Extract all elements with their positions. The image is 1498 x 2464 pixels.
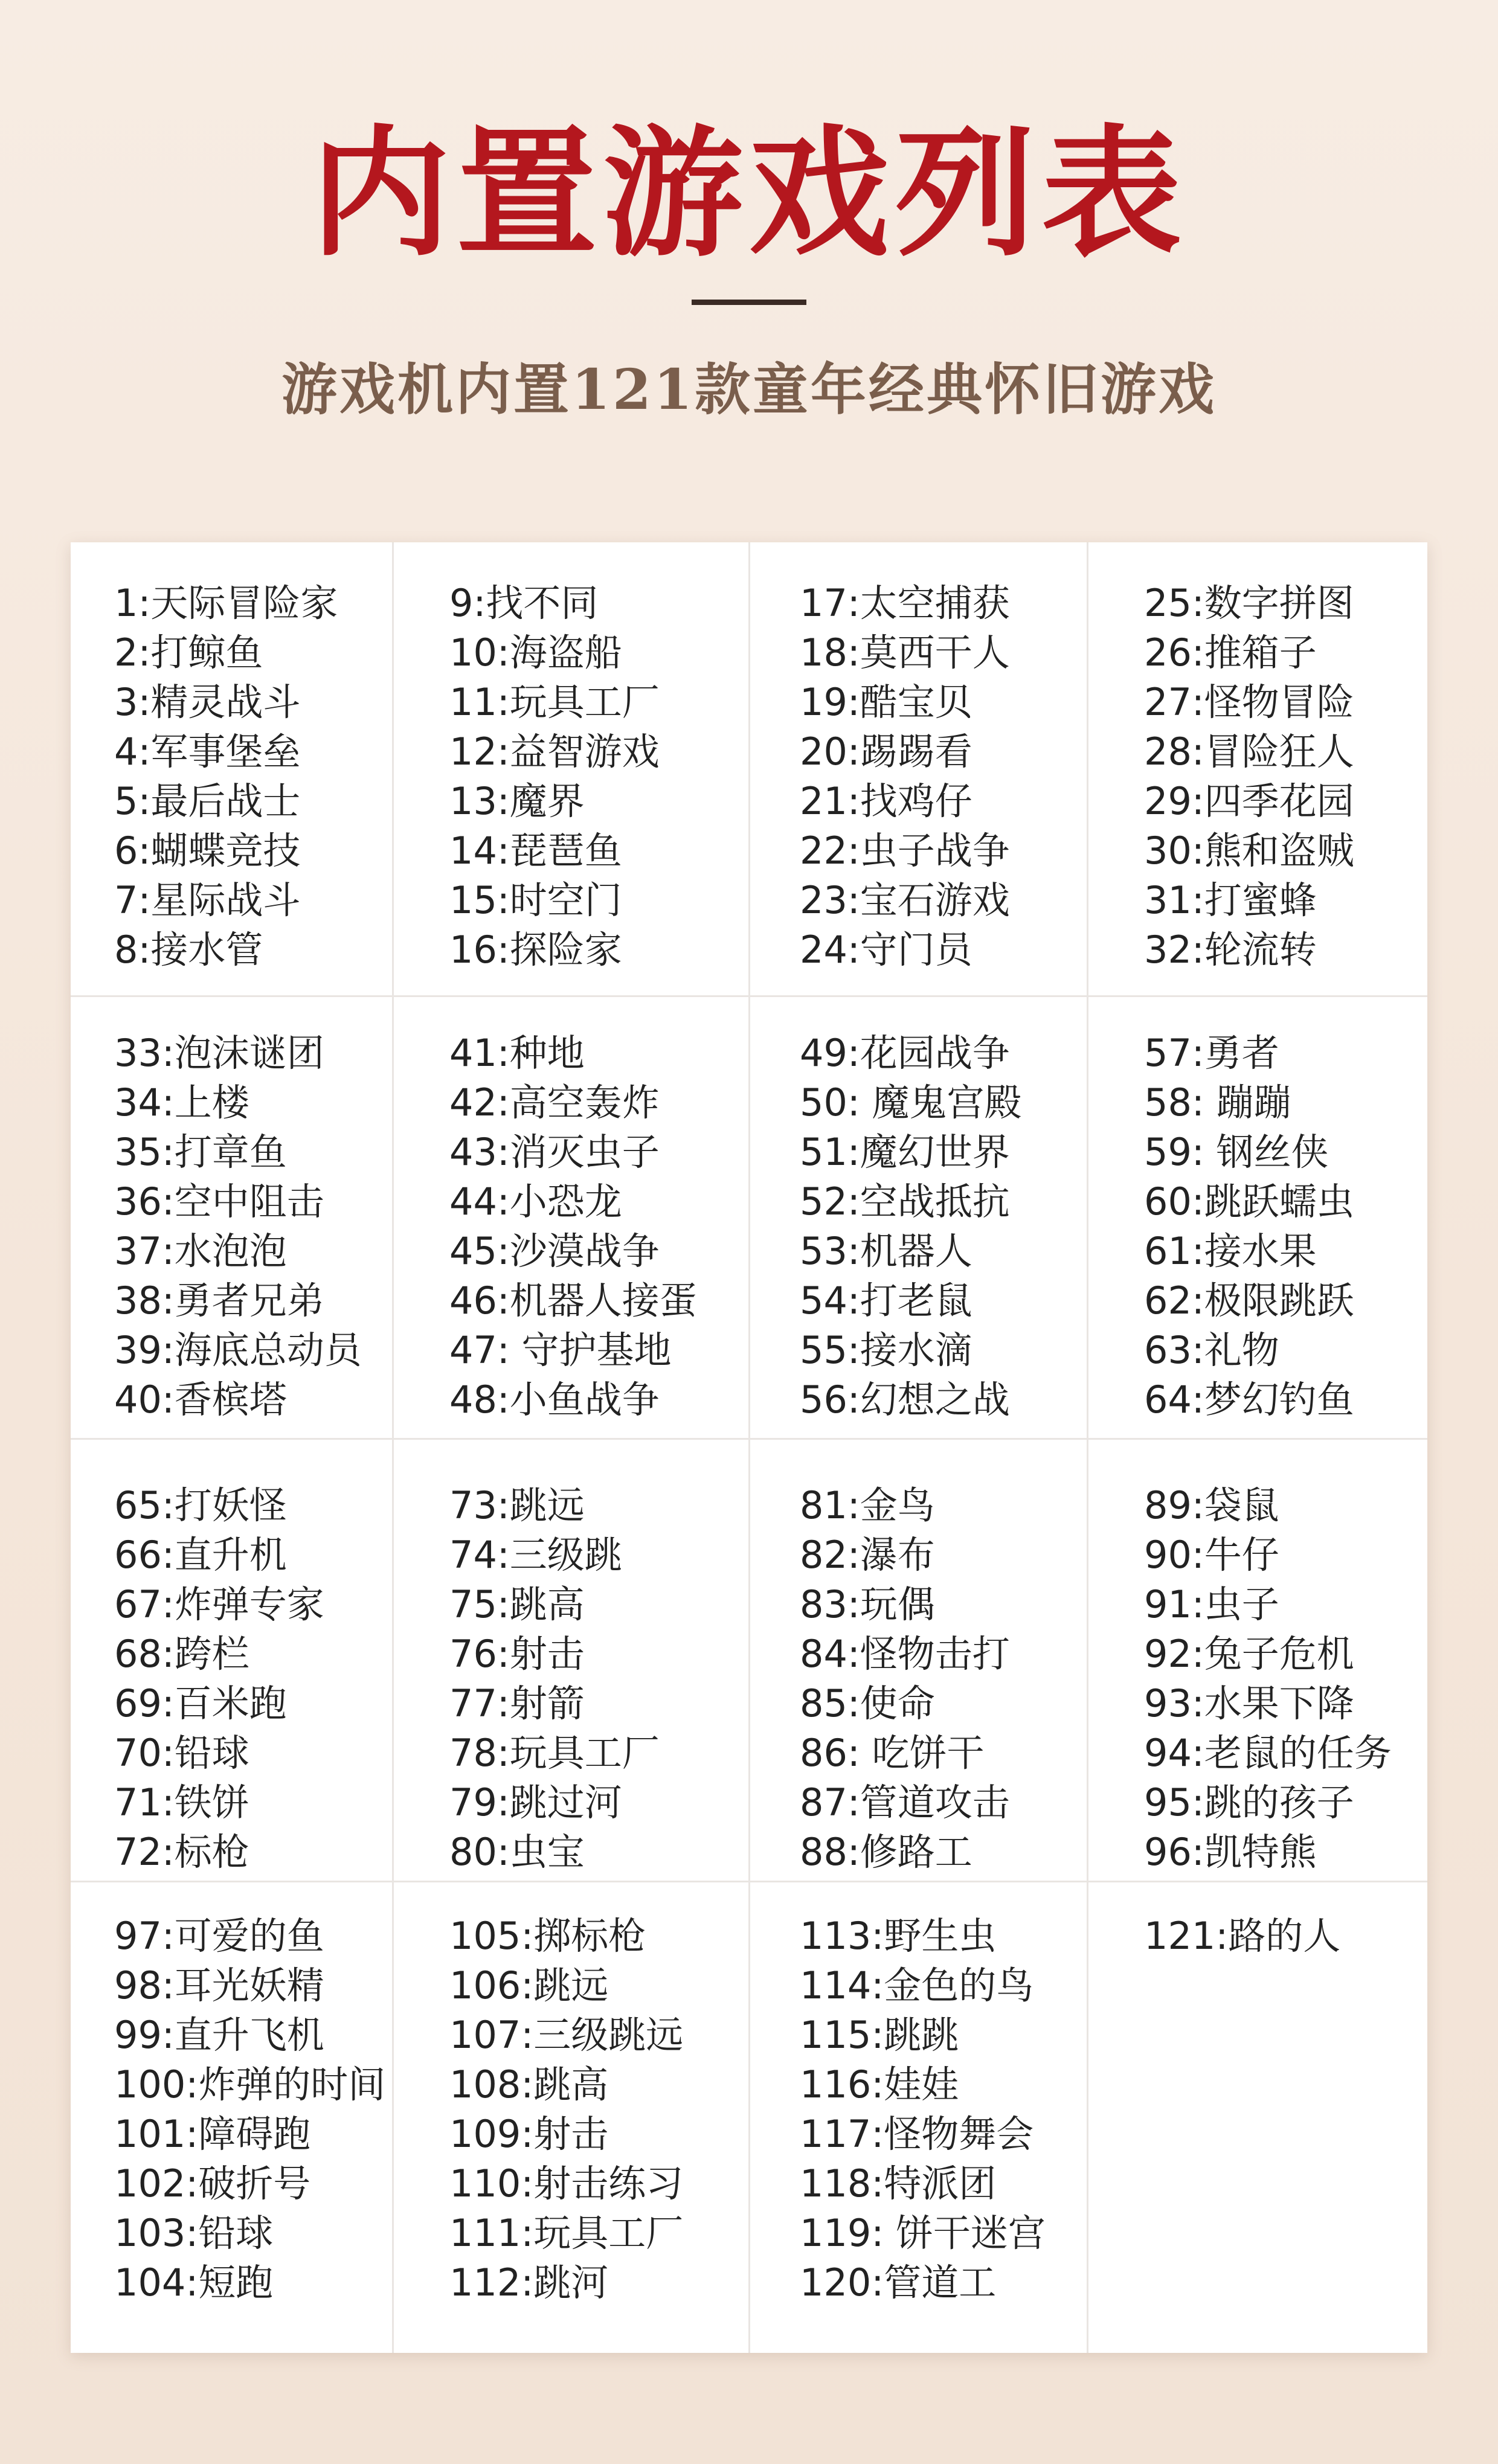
game-list-item: 50: 魔鬼宫殿 bbox=[800, 1080, 1022, 1125]
game-list-item: 49:花园战争 bbox=[800, 1031, 1010, 1075]
game-list-item: 119: 饼干迷宫 bbox=[800, 2211, 1046, 2255]
game-list-item: 84:怪物击打 bbox=[800, 1632, 1010, 1676]
game-list-item: 18:莫西干人 bbox=[800, 630, 1010, 675]
game-list-table bbox=[71, 542, 1427, 2353]
game-list-item: 108:跳高 bbox=[449, 2062, 609, 2106]
game-list-item: 92:兔子危机 bbox=[1144, 1632, 1354, 1676]
game-list-item: 14:琵琶鱼 bbox=[449, 829, 622, 873]
game-group-cell bbox=[750, 542, 1088, 997]
game-list-item: 86: 吃饼干 bbox=[800, 1731, 985, 1775]
game-group-cell bbox=[394, 542, 750, 997]
game-list-item: 114:金色的鸟 bbox=[800, 1963, 1034, 2007]
game-list-item: 33:泡沫谜团 bbox=[114, 1031, 324, 1075]
game-list-item: 28:冒险狂人 bbox=[1144, 730, 1354, 774]
game-list-item: 13:魔界 bbox=[449, 779, 585, 823]
game-list-item: 70:铅球 bbox=[114, 1731, 249, 1775]
game-list-item: 113:野生虫 bbox=[800, 1914, 997, 1958]
game-list-item: 34:上楼 bbox=[114, 1080, 249, 1125]
game-list-item: 98:耳光妖精 bbox=[114, 1963, 324, 2007]
game-list-item: 51:魔幻世界 bbox=[800, 1130, 1010, 1174]
game-list-item: 88:修路工 bbox=[800, 1830, 972, 1874]
game-list-item: 106:跳远 bbox=[449, 1963, 609, 2007]
game-list-item: 75:跳高 bbox=[449, 1582, 585, 1626]
game-list-item: 57:勇者 bbox=[1144, 1031, 1279, 1075]
game-list-item: 46:机器人接蛋 bbox=[449, 1279, 697, 1323]
game-list-item: 85:使命 bbox=[800, 1681, 935, 1725]
game-list-item: 107:三级跳远 bbox=[449, 2013, 684, 2057]
game-list-item: 64:梦幻钓鱼 bbox=[1144, 1378, 1354, 1422]
game-list-item: 43:消灭虫子 bbox=[449, 1130, 660, 1174]
game-list-item: 117:怪物舞会 bbox=[800, 2112, 1034, 2156]
game-list-item: 25:数字拼图 bbox=[1144, 581, 1354, 625]
game-list-item: 96:凯特熊 bbox=[1144, 1830, 1317, 1874]
game-list-item: 74:三级跳 bbox=[449, 1533, 622, 1577]
game-list-item: 87:管道攻击 bbox=[800, 1780, 1010, 1824]
game-list-item: 60:跳跃蠕虫 bbox=[1144, 1179, 1354, 1224]
game-list-item: 20:踢踢看 bbox=[800, 730, 972, 774]
game-list-item: 110:射击练习 bbox=[449, 2161, 684, 2206]
game-group-cell bbox=[394, 997, 750, 1440]
game-list-item: 23:宝石游戏 bbox=[800, 878, 1010, 922]
game-list-item: 78:玩具工厂 bbox=[449, 1731, 660, 1775]
game-list-item: 6:蝴蝶竞技 bbox=[114, 829, 301, 873]
game-list-item: 111:玩具工厂 bbox=[449, 2211, 684, 2255]
game-list-item: 17:太空捕获 bbox=[800, 581, 1010, 625]
game-list-item: 48:小鱼战争 bbox=[449, 1378, 660, 1422]
game-list-item: 59: 钢丝侠 bbox=[1144, 1130, 1329, 1174]
game-list-item: 31:打蜜蜂 bbox=[1144, 878, 1317, 922]
game-list-item: 109:射击 bbox=[449, 2112, 609, 2156]
game-list-item: 95:跳的孩子 bbox=[1144, 1780, 1354, 1824]
game-list-item: 5:最后战士 bbox=[114, 779, 301, 823]
game-list-item: 79:跳过河 bbox=[449, 1780, 622, 1824]
game-list-item: 11:玩具工厂 bbox=[449, 680, 660, 724]
game-list-item: 40:香槟塔 bbox=[114, 1378, 287, 1422]
game-list-item: 32:轮流转 bbox=[1144, 928, 1317, 972]
game-list-item: 35:打章鱼 bbox=[114, 1130, 287, 1174]
game-list-item: 82:瀑布 bbox=[800, 1533, 935, 1577]
game-list-item: 26:推箱子 bbox=[1144, 630, 1317, 675]
game-group-cell bbox=[1088, 1440, 1427, 1882]
page-title: 内置游戏列表 bbox=[310, 111, 1188, 275]
game-list-item: 77:射箭 bbox=[449, 1681, 585, 1725]
game-group-cell bbox=[71, 542, 394, 997]
game-list-item: 73:跳远 bbox=[449, 1483, 585, 1527]
game-list-item: 91:虫子 bbox=[1144, 1582, 1279, 1626]
game-list-item: 118:特派团 bbox=[800, 2161, 997, 2206]
game-list-item: 72:标枪 bbox=[114, 1830, 249, 1874]
game-list-item: 27:怪物冒险 bbox=[1144, 680, 1354, 724]
game-list-item: 76:射击 bbox=[449, 1632, 585, 1676]
game-list-item: 30:熊和盗贼 bbox=[1144, 829, 1354, 873]
game-list-item: 38:勇者兄弟 bbox=[114, 1279, 324, 1323]
game-list-item: 115:跳跳 bbox=[800, 2013, 959, 2057]
game-list-item: 47: 守护基地 bbox=[449, 1328, 672, 1372]
game-group-cell bbox=[1088, 997, 1427, 1440]
game-group-cell bbox=[394, 1440, 750, 1882]
game-list-item: 42:高空轰炸 bbox=[449, 1080, 660, 1125]
game-list-item: 15:时空门 bbox=[449, 878, 622, 922]
game-group-cell bbox=[750, 997, 1088, 1440]
game-list-item: 36:空中阻击 bbox=[114, 1179, 324, 1224]
game-list-item: 97:可爱的鱼 bbox=[114, 1914, 324, 1958]
game-list-item: 99:直升飞机 bbox=[114, 2013, 324, 2057]
game-list-item: 69:百米跑 bbox=[114, 1681, 287, 1725]
game-list-item: 90:牛仔 bbox=[1144, 1533, 1279, 1577]
game-list-item: 55:接水滴 bbox=[800, 1328, 972, 1372]
game-list-item: 8:接水管 bbox=[114, 928, 263, 972]
game-list-item: 58: 蹦蹦 bbox=[1144, 1080, 1291, 1125]
game-list-item: 39:海底总动员 bbox=[114, 1328, 362, 1372]
game-list-item: 71:铁饼 bbox=[114, 1780, 249, 1824]
game-group-cell bbox=[71, 1882, 394, 2353]
game-list-item: 53:机器人 bbox=[800, 1229, 972, 1273]
game-list-item: 93:水果下降 bbox=[1144, 1681, 1354, 1725]
game-list-item: 83:玩偶 bbox=[800, 1582, 935, 1626]
game-list-item: 45:沙漠战争 bbox=[449, 1229, 660, 1273]
game-list-item: 101:障碍跑 bbox=[114, 2112, 311, 2156]
game-list-item: 29:四季花园 bbox=[1144, 779, 1354, 823]
game-list-item: 10:海盗船 bbox=[449, 630, 622, 675]
game-group-cell bbox=[71, 997, 394, 1440]
game-list-item: 63:礼物 bbox=[1144, 1328, 1279, 1372]
game-group-cell bbox=[1088, 542, 1427, 997]
game-list-item: 24:守门员 bbox=[800, 928, 972, 972]
game-list-item: 3:精灵战斗 bbox=[114, 680, 301, 724]
game-group-cell bbox=[750, 1440, 1088, 1882]
game-list-item: 12:益智游戏 bbox=[449, 730, 660, 774]
game-list-item: 103:铅球 bbox=[114, 2211, 274, 2255]
page-subtitle: 游戏机内置121款童年经典怀旧游戏 bbox=[281, 357, 1217, 422]
game-list-item: 66:直升机 bbox=[114, 1533, 287, 1577]
game-list-item: 54:打老鼠 bbox=[800, 1279, 972, 1323]
game-list-item: 19:酷宝贝 bbox=[800, 680, 972, 724]
game-list-item: 61:接水果 bbox=[1144, 1229, 1317, 1273]
game-list-item: 102:破折号 bbox=[114, 2161, 311, 2206]
game-list-item: 65:打妖怪 bbox=[114, 1483, 287, 1527]
game-list-item: 62:极限跳跃 bbox=[1144, 1279, 1354, 1323]
game-list-item: 67:炸弹专家 bbox=[114, 1582, 324, 1626]
game-group-cell bbox=[71, 1440, 394, 1882]
game-list-item: 9:找不同 bbox=[449, 581, 599, 625]
game-list-item: 112:跳河 bbox=[449, 2260, 609, 2305]
game-list-item: 4:军事堡垒 bbox=[114, 730, 301, 774]
title-divider bbox=[692, 300, 806, 305]
game-list-item: 89:袋鼠 bbox=[1144, 1483, 1279, 1527]
game-list-item: 80:虫宝 bbox=[449, 1830, 585, 1874]
game-group-cell bbox=[394, 1882, 750, 2353]
game-list-item: 16:探险家 bbox=[449, 928, 622, 972]
game-list-item: 52:空战抵抗 bbox=[800, 1179, 1010, 1224]
game-list-item: 104:短跑 bbox=[114, 2260, 274, 2305]
game-list-item: 44:小恐龙 bbox=[449, 1179, 622, 1224]
game-list-item: 2:打鲸鱼 bbox=[114, 630, 263, 675]
game-list-item: 22:虫子战争 bbox=[800, 829, 1010, 873]
game-list-item: 68:跨栏 bbox=[114, 1632, 249, 1676]
game-list-item: 56:幻想之战 bbox=[800, 1378, 1010, 1422]
game-list-item: 7:星际战斗 bbox=[114, 878, 301, 922]
game-list-item: 100:炸弹的时间 bbox=[114, 2062, 386, 2106]
game-list-item: 121:路的人 bbox=[1144, 1914, 1341, 1958]
game-list-item: 21:找鸡仔 bbox=[800, 779, 972, 823]
game-list-item: 81:金鸟 bbox=[800, 1483, 935, 1527]
game-list-item: 41:种地 bbox=[449, 1031, 585, 1075]
game-list-item: 105:掷标枪 bbox=[449, 1914, 646, 1958]
game-list-item: 94:老鼠的任务 bbox=[1144, 1731, 1392, 1775]
game-group-cell bbox=[750, 1882, 1088, 2353]
game-group-cell bbox=[1088, 1882, 1427, 2353]
game-list-item: 37:水泡泡 bbox=[114, 1229, 287, 1273]
game-list-item: 116:娃娃 bbox=[800, 2062, 959, 2106]
game-list-item: 120:管道工 bbox=[800, 2260, 997, 2305]
game-list-item: 1:天际冒险家 bbox=[114, 581, 338, 625]
